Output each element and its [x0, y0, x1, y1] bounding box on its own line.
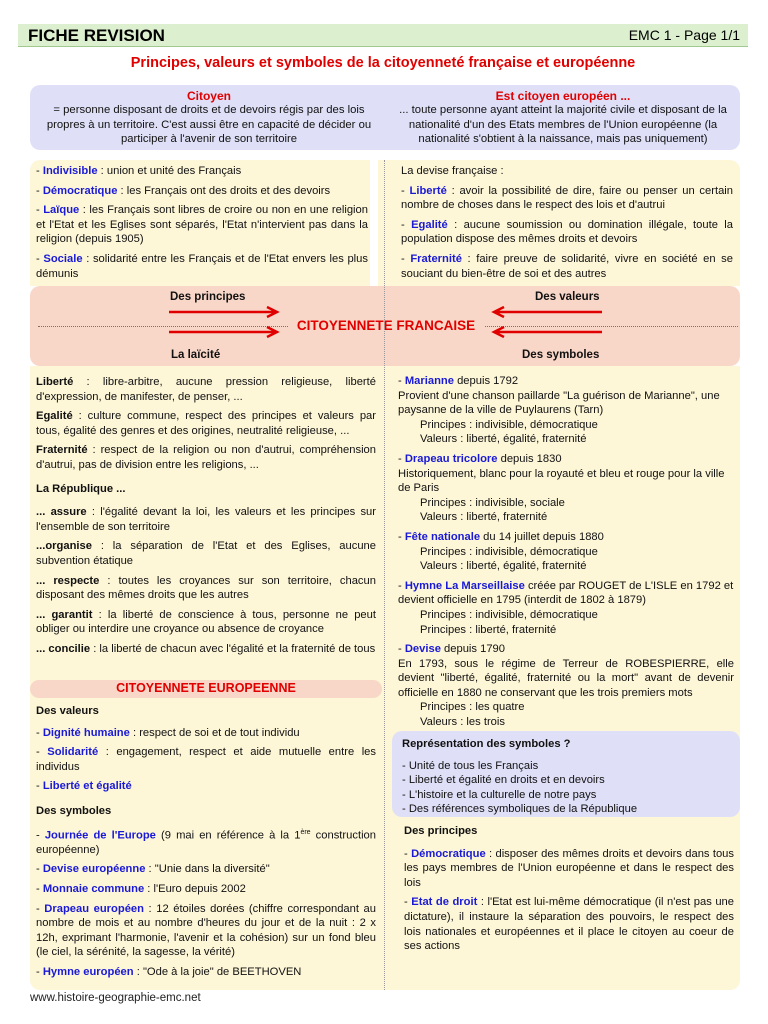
- list-item: ... garantit : la liberté de conscience à tous, personne ne peut obliger ou interdire une croyance ou absence de croyance: [36, 608, 376, 636]
- list-item: Liberté : libre-arbitre, aucune pression religieuse, liberté d'expression, de manifester, de penser, ...: [36, 376, 376, 403]
- principes-list: [36, 164, 368, 286]
- citoyen-title: Citoyen: [186, 89, 231, 103]
- sheet-title: FICHE REVISION: [28, 26, 165, 45]
- list-item: - Des références symboliques de la République: [402, 803, 638, 816]
- list-item: - Drapeau européen : 12 étoiles dorées (chiffre correspondant au nombre de mois et au nombre d'heures du jour et de la nuit : 2 x 12h, exprimant l'harmonie, l'avenir et la cohésion) sur un fond bleu (le ciel, la sérénité, la sagesse, la vérité): [36, 902, 376, 959]
- header-bar: [18, 24, 748, 47]
- list-item: - Egalité : aucune soumission ou domination illégale, toute la population dispose des mêmes droits et devoirs: [401, 218, 733, 246]
- list-item: - Sociale : solidarité entre les Français et de l'Etat envers les plus démunis: [36, 252, 368, 280]
- laicite-section: [30, 368, 382, 672]
- arrows-right-icon: [486, 306, 606, 338]
- symbole-fete-nationale: - Fête nationale du 14 juillet depuis 1880 Principes : indivisible, démocratique Valeurs : liberté, égalité, fraternité: [398, 530, 604, 573]
- representation-title: Représentation des symboles ?: [402, 738, 571, 750]
- europeen-title: Est citoyen européen ...: [495, 89, 631, 103]
- europe-valeurs-title: Des valeurs: [36, 705, 99, 717]
- europe-principes-section: [392, 820, 740, 988]
- list-item: ... respecte : toutes les croyances sur son territoire, chacun disposant des mêmes droits que les autres: [36, 574, 376, 602]
- symbole-devise: - Devise depuis 1790 En 1793, sous le régime de Terreur de ROBESPIERRE, elle devient "liberté, égalité, fraternité ou la mort" avant de devenir officielle en 1880 ne conservant que les trois premiers mots Principes : les quatre Valeurs : les trois: [398, 643, 734, 729]
- list-item: - Démocratique : disposer des mêmes droits et devoirs dans tous les pays membres de l'Union européenne et dans le respect des lois: [404, 847, 734, 889]
- arrows-left-icon: [165, 306, 285, 338]
- band-label-symboles: Des symboles: [522, 349, 600, 361]
- definitions-box: [30, 85, 740, 150]
- list-item: - Solidarité : engagement, respect et aide mutuelle entre les individus: [36, 746, 376, 773]
- list-item: - Hymne européen : "Ode à la joie" de BEETHOVEN: [36, 966, 302, 979]
- list-item: - Liberté : avoir la possibilité de dire, faire ou penser un certain nombre de choses dans le respect des lois et d'autrui: [401, 184, 733, 212]
- band-label-valeurs: Des valeurs: [535, 291, 600, 303]
- list-item: - Devise européenne : "Unie dans la diversité": [36, 863, 270, 876]
- page-indicator: EMC 1 - Page 1/1: [628, 27, 740, 43]
- symboles-section: [392, 368, 740, 729]
- band-center-title: CITOYENNETE FRANCAISE: [288, 318, 484, 333]
- list-item: Egalité : culture commune, respect des principes et valeurs par tous, égalité des genres et des origines, neutralité religieuse, ...: [36, 410, 376, 437]
- list-item: - Laïque : les Français sont libres de croire ou non en une religion et l'Etat et les Eglises sont séparés, l'Etat n'intervient pas dans la religion (depuis 1905): [36, 204, 368, 246]
- symbole-hymne: - Hymne La Marseillaise créée par ROUGET de L'ISLE en 1792 et devient officielle en 1795 (interdit de 1802 à 1879) Principes : indivisible, démocratique Principes : liberté, fraternité: [398, 579, 734, 636]
- band-label-laicite: La laïcité: [171, 349, 221, 361]
- list-item: - Liberté et égalité: [36, 780, 132, 793]
- list-item: - L'histoire et la culturelle de notre pays: [402, 788, 597, 801]
- symbole-drapeau: - Drapeau tricolore depuis 1830 Historiquement, blanc pour la royauté et bleu et rouge pour la ville de Paris Principes : indivisible, sociale Valeurs : liberté, fraternité: [398, 452, 725, 524]
- devise-list: [401, 164, 733, 286]
- list-item: Fraternité : respect de la religion ou non d'autrui, compréhension d'autrui, pas de division entre les religions, ...: [36, 444, 376, 471]
- list-item: - Démocratique : les Français ont des droits et des devoirs: [36, 184, 331, 197]
- devise-intro: La devise française :: [401, 165, 504, 177]
- list-item: ... assure : l'égalité devant la loi, les valeurs et les principes sur l'ensemble de son territoire: [36, 506, 376, 533]
- europe-principes-title: Des principes: [404, 825, 478, 837]
- page-subtitle: Principes, valeurs et symboles de la citoyenneté française et européenne: [130, 55, 636, 71]
- representation-box: [392, 731, 740, 817]
- list-item: - Indivisible : union et unité des Français: [36, 165, 242, 177]
- list-item: - Monnaie commune : l'Euro depuis 2002: [36, 883, 246, 896]
- citoyen-definition: [38, 89, 380, 147]
- europe-section: [30, 700, 382, 990]
- list-item: - Etat de droit : l'Etat est lui-même démocratique (il n'est pas une dictature), il instaure la séparation des pouvoirs, le respect des lois nationales et européennes et il place le citoyen au coeur de ses actions: [404, 896, 734, 953]
- europeen-definition: [388, 89, 738, 147]
- list-item: - Dignité humaine : respect de soi et de tout individu: [36, 726, 300, 739]
- citoyennete-europeenne-title: CITOYENNETE EUROPEENNE: [116, 681, 296, 695]
- europeen-text: ... toute personne ayant atteint la majorité civile et disposant de la nationalité d'un des Etats membres de l'Union européenne (la nationalité s'obtient à la naissance, mais pas uniquement): [399, 104, 727, 145]
- citoyen-text: = personne disposant de droits et de devoirs régis par des lois propres à un territoire. C'est aussi être en capacité de décider ou participer à l'avenir de son territoire: [46, 104, 372, 145]
- list-item: ... concilie : la liberté de chacun avec l'égalité et la fraternité de tous: [36, 642, 376, 655]
- republique-title: La République ...: [36, 482, 126, 495]
- footer-url[interactable]: www.histoire-geographie-emc.net: [30, 992, 201, 1004]
- band-label-principes: Des principes: [170, 291, 246, 303]
- list-item: - Fraternité : faire preuve de solidarité, vivre en société en se souciant du bien-être de soi et des autres: [401, 252, 733, 280]
- europe-symboles-title: Des symboles: [36, 804, 112, 817]
- column-divider: [384, 160, 385, 990]
- list-item: - Liberté et égalité en droits et en devoirs: [402, 774, 605, 787]
- list-item: - Unité de tous les Français: [402, 759, 539, 772]
- list-item: - Journée de l'Europe (9 mai en référence à la 1ère construction européenne): [36, 828, 376, 856]
- symbole-marianne: - Marianne depuis 1792 Provient d'une chanson paillarde "La guérison de Marianne", une paysanne de la ville de Puylaurens (Tarn) Principes : indivisible, démocratique Valeurs : liberté, égalité, fraternité: [398, 375, 720, 446]
- list-item: ...organise : la séparation de l'Etat et des Eglises, aucune subvention étatique: [36, 540, 376, 567]
